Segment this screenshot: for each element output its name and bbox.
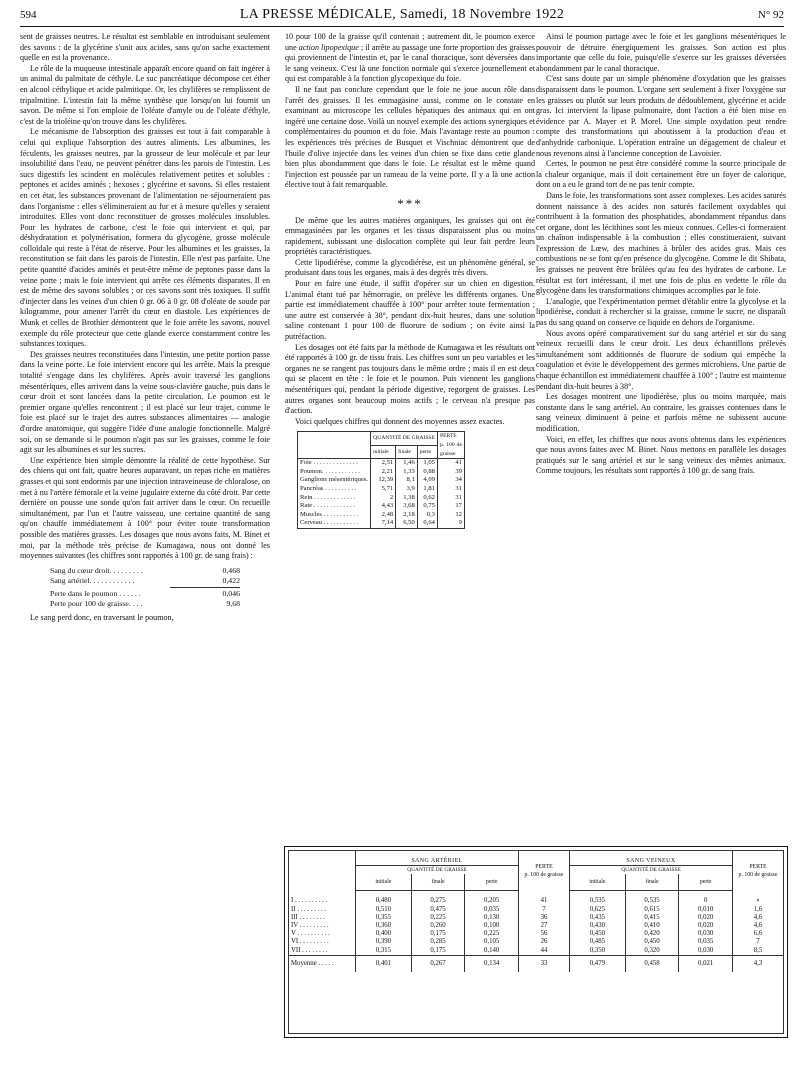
table-cell: 0,020 [679,914,733,922]
table-row [289,914,783,922]
table-cell: 0 [679,891,733,906]
table-row-mean [289,955,783,972]
table-cell: 7,14 [371,519,396,528]
table-row [289,891,783,906]
table-cell: 1,81 [417,485,437,494]
table-cell: 0,3 [417,511,437,520]
table-cell: 1,46 [396,459,418,468]
experiment-label: VII . . . . . . . . [291,946,328,954]
paragraph: C'est sans doute par un simple phénomène d'oxydation que les graisses disparaissent dans le poumon. L'organe sert seulement à fixer l'oxygène sur les graisses ou plutôt sur leurs produits de dédoublement, glycérine et acide gras. Ici intervient la lipase pulmonaire, dont l'action a été bien mise en évidence par A. Mayer et P. Morel. Une simple oxydation peut rendre compte des transformations qui aboutissent à la production d'eau et d'anhydride carbonique. L'opération entraîne un dégagement de chaleur et nous revenons ainsi à l'ancienne conception de Lavoisier. [536,74,786,158]
table-corner [298,432,371,459]
table-cell: 1,33 [396,468,418,477]
organ-name: Poumon. . . . . . . . . . . . [298,468,371,477]
table-header-venous: SANG VEINEUX [569,851,732,866]
table-cell: 44 [518,947,569,956]
table-cell: » [733,891,784,906]
figure-label: Sang artériel. . . . . . . . . . . . [50,575,135,585]
figure-label: Perte dans le poumon . . . . . . [50,588,141,598]
table-cell: 0,030 [679,930,733,938]
table-cell: 0,010 [679,906,733,914]
table-cell: 31 [437,494,464,503]
table-cell: 0,021 [679,955,733,972]
newspaper-name: LA PRESSE MÉDICALE, [239,7,397,22]
section-separator-stars: *** [397,195,423,211]
table-cell: 2 [371,494,396,503]
page-number: 594 [20,9,37,21]
table-subheader: QUANTITÉ DE GRAISSE [569,866,732,875]
table-cell: 41 [518,891,569,906]
table-cell: 34 [437,476,464,485]
paragraph: Certes, le poumon ne peut être considéré comme la source principale de la chaleur organique, mais il doit certainement être un foyer de calorique, dont on a eu le grand tort de ne pas tenir compte. [536,159,786,190]
table-cell: 0,140 [465,947,519,956]
table-cell: 0,479 [569,955,625,972]
paragraph: Une expérience bien simple démontre la réalité de cette hypothèse. Sur des chiens qui ont fait, quatre heures auparavant, un repas riche en matières grasses et qui sont endormis par une injection intraveineuse de chloralose, on met à nu l'artère fémorale et la veine jugulaire externe du côté droit. Par cette dernière on pousse une sonde qu'on fait arriver dans le cœur. On recueille simultanément, par l'un et l'autre vaisseau, une certaine quantité de sang qu'on chauffe immédiatement à 100° pour éviter toute transformation possible des matières grasses. Les dosages que nous avons faits, M. Binet et moi, par la méthode très précise de Kumagawa, nous ont donné les moyennes suivantes (les chiffres sont rapportés à 100 gr. de sang frais) : [20,455,270,561]
paragraph: Il ne faut pas conclure cependant que le foie ne joue aucun rôle dans l'arrêt des graisses. Il les emmagasine aussi, comme on le constate en examinant au microscope les cellules hépatiques des animaux qui en ont ingéré une certaine dose. Voilà un nouvel exemple des actions synergiques et complémentaires du poumon et du foie. Mais l'avantage reste au poumon : les expériences très précises de Busquet et Vischniac démontrent que de l'huile d'olive injectée dans les veines d'un chien se fixe dans cette glande bien plus abondamment que dans le foie. Le résultat est le même quand l'injection est poussée par un rameau de la veine porte. Il y a là une action élective tout à fait remarquable. [285,84,535,190]
table-cell: 31 [437,485,464,494]
table-cell: 4,43 [371,502,396,511]
paragraph: Les dosages montrent une lipodiérèse, plus ou moins marquée, mais constante dans le sang artériel. Au contraire, les graisses contenues dans le sang veineux diminuent à peine et parfois même ne subissent aucune modification. [536,392,786,433]
column-2 [285,32,535,832]
table-cell: 3,9 [396,485,418,494]
table-cell: 0,62 [417,494,437,503]
organ-name: Cerveau . . . . . . . . . . . [298,519,371,528]
table-header: initiale [356,874,412,891]
experiment-label: I . . . . . . . . . . [291,897,328,905]
table-row [298,511,465,520]
figure-value: 0,046 [222,588,240,598]
table-cell: 0,285 [411,938,465,946]
table-cell: 0,475 [411,906,465,914]
table-header: perte [417,445,437,458]
table-header: finale [396,445,418,458]
blood-fat-figures [50,566,240,609]
organ-name: Pancréas . . . . . . . . . . [298,485,371,494]
table-cell: 0,415 [625,914,679,922]
table-header: finale [625,874,679,891]
experiment-label: V . . . . . . . . . . [291,930,330,938]
table-cell: 0,435 [569,914,625,922]
table-cell: 0,401 [356,955,412,972]
paragraph: Des graisses neutres reconstituées dans l'intestin, une petite portion passe dans la veine porte. Le foie intervient encore qui les arrête. Mais la presque totalité s'engage dans les chylifères. Après avoir traversé les ganglions mésentériques, elles arrivent dans la veine sous-clavière gauche, puis dans le cœur droit et sont lancées dans la petite circulation. Le poumon est le premier organe qu'elles rencontrent ; il est placé sur leur trajet, comme le foie est placé sur le trajet des autres substances alimentaires — analogie d'ordre anatomique, qui suggère l'idée d'une analogie fonctionnelle. Malgré soi, on se demande si le poumon n'agit pas sur les graisses, comme le foie agit sur les albumines et sur les sucres. [20,349,270,455]
paragraph: Le mécanisme de l'absorption des graisses est tout à fait comparable à celui qui explique l'absorption des autres aliments. Les albumines, les féculents, les graisses neutres, par la grosseur de leur molécule et par leur insolubilité dans l'eau, ne peuvent pénétrer dans les parois de l'intestin. Les sucs digestifs les scindent en molécules relativement petites et solubles : peptones et acides aminés ; hexoses ; glycérine et savons. Si elles restaient en cet état, les substances provenant de l'alimentation ne séjourneraient pas dans l'organisme : elles s'élimineraient au fur et à mesure qu'elles y seraient introduites. Elles vont donc reconstituer de grosses molécules insolubles. Pour les hydrates de carbone, c'est le foie qui intervient et qui, par déshydratation et polymérisation, formera du glycogène, grosse molécule colloïdale qui reste à l'état de réserve. Pour les albumines et les graisses, la reconstitution se fait dans les parois de l'intestin. Elle n'est pas parfaite. Une petite quantité d'acides aminés et peut-être même de peptones passe dans la veine porte ; mais le foie intervient qui arrête ces éléments disparates. Il en est de même des savons solubles ; or ces savons sont très toxiques. Il suffit d'injecter dans les veines d'un chien 0 gr. 06 à 0 gr. 08 d'oléate de soude par kilogramme, pour amener l'arrêt du cœur en diastole. Les expériences de Munk et celles de Brothier démontrent que le foie arrête les savons, nouvel exemple du rôle protecteur que cette glande exerce constamment contre les substances toxiques. [20,127,270,349]
table-row [298,502,465,511]
table-header: perte [465,874,519,891]
table-cell: 7 [518,906,569,914]
experiment-label: III . . . . . . . . [291,913,325,921]
table-cell: 6,6 [733,930,784,938]
table-cell: 0,275 [411,891,465,906]
table-header: initiale [371,445,396,458]
table-cell: 0,320 [625,947,679,956]
figure-row [50,576,240,586]
table-cell: 0,355 [356,914,412,922]
organ-name: Ganglions mésentériques. [298,476,371,485]
page-title [80,7,724,23]
figure-label: Sang du cœur droit. . . . . . . . . [50,565,143,575]
figure-row [50,566,240,576]
table-row [289,922,783,930]
paragraph: Nous avons opéré comparativement sur du sang artériel et sur du sang veineux recueilli dans le cœur droit. Les deux échantillons prélevés simultanément sont additionnés de fluorure de sodium qui empêche la coagulation et évite le développement des germes microbiens. Une partie de chaque échantillon est immédiatement chauffée à 100° ; l'autre est maintenue pendant dix-huit heures à 38°. [536,328,786,391]
table-row [298,494,465,503]
table-cell: 0,260 [411,922,465,930]
table-row [298,459,465,468]
table-cell: 0,105 [465,938,519,946]
table-cell: 0,480 [356,891,412,906]
table-header [733,851,784,891]
table-cell: 0,134 [465,955,519,972]
table-cell: 8,5 [733,947,784,956]
table-cell: 0,035 [465,906,519,914]
experiment-label: II . . . . . . . . . [291,905,327,913]
emphasis: action lipopexique [298,42,359,52]
table-cell: 0,410 [625,922,679,930]
header-text: PERTE [749,863,767,870]
organ-name: Rate . . . . . . . . . . . . . [298,502,371,511]
table-cell: 9 [437,519,464,528]
table-cell: 33 [518,955,569,972]
table-cell: 2,51 [371,459,396,468]
table-inner-frame [288,850,784,1034]
paragraph: Les dosages ont été faits par la méthode de Kumagawa et les résultats ont été rapportés à 100 gr. de tissu frais. Les chiffres sont un peu variables et les organes ne se rangent pas toujours dans le même ordre ; mais il en est deux qui se placent en tête : le foie et le poumon. Puis viennent les ganglions mésentériques qui, pendant la période digestive, regorgent de graisses. Les autres organes sont beaucoup moins actifs ; le cerveau n'a presque pas d'action. [285,342,535,416]
table-row [289,930,783,938]
table-cell: 0,75 [417,502,437,511]
table-row [298,485,465,494]
table-cell: 0,458 [625,955,679,972]
table-row [289,906,783,914]
table-cell: 0,485 [569,938,625,946]
divider [170,587,240,588]
paragraph [285,32,535,85]
table-cell: 0,64 [417,519,437,528]
text-run: 10 pour 100 de la graisse qu'il contenait ; autrement dit, le poumon exerce une [285,32,535,52]
table-cell: 0,225 [411,914,465,922]
table-cell: 0,400 [356,930,412,938]
paragraph: L'analogie, que l'expérimentation permet d'établir entre la glycolyse et la lipodiérèse, conduit à rechercher si la graisse, comme le sucre, ne disparaît pas du sang quand on conserve ce liquide en dehors de l'organisme. [536,296,786,328]
table-cell: 1,38 [396,494,418,503]
table-body [289,891,783,972]
paragraph: Le rôle de la muqueuse intestinale apparaît encore quand on fait ingérer à un animal du palmitate de céthyle. Le suc pancréatique décompose cet éther en alcool céthylique et acide palmitique. Or, les chylifères se remplissent de tripalmitine. L'intestin fait la même synthèse que lorsqu'on lui fournit un savon. De même si l'on emploie de l'oléate d'amyle ou de l'oléate d'éthyle, c'est de la trioléine qu'on trouve dans les chylifères. [20,63,270,126]
paragraph: sent de graisses neutres. Le résultat est semblable en introduisant seulement des savons : de la glycérine s'unit aux acides, sans qu'on sache exactement quelle en est la provenance. [20,32,270,63]
table-cell: 0,510 [356,906,412,914]
table-cell: 0,175 [411,930,465,938]
table-cell: 39 [437,468,464,477]
issue-date: Samedi, 18 Novembre 1922 [399,7,565,22]
table-cell: 0,315 [356,947,412,956]
table-row [298,519,465,528]
table-cell: 0,430 [569,922,625,930]
table-cell: 0,020 [679,922,733,930]
table-cell: 0,100 [465,922,519,930]
table-cell: 5,71 [371,485,396,494]
table-cell: 1,05 [417,459,437,468]
column-3 [536,32,786,832]
table-cell: 0,390 [356,938,412,946]
paragraph: Voici quelques chiffres qui donnent des moyennes assez exactes. [295,416,505,426]
table-cell: 4,6 [733,922,784,930]
table-cell: 17 [437,502,464,511]
paragraph: Ainsi le poumon partage avec le foie et les ganglions mésentériques le pouvoir de détruire énergiquement les graisses. Son action est plus importante que celle du foie, puisqu'elle s'exerce sur les graisses déversées abondamment par le canal thoracique. [536,32,786,73]
table-cell: 0,130 [465,914,519,922]
table-header: PERTE p. 100 de graisse [437,432,464,459]
table-header: perte [679,874,733,891]
table-row [289,947,783,956]
table-subheader: QUANTITÉ DE GRAISSE [356,866,519,875]
figure-value: 0,422 [222,575,240,585]
table-header-arterial: SANG ARTÉRIEL [356,851,519,866]
experiment-label: VI . . . . . . . . . [291,938,329,946]
organ-name: Muscles . . . . . . . . . . . [298,511,371,520]
table-cell: 26 [518,938,569,946]
blood-lipodieresis-table [289,851,783,972]
organ-fat-table [297,431,465,529]
header-text: p. 100 de graisse [524,871,564,878]
table-body [298,459,465,529]
table-cell: 0,450 [569,930,625,938]
figure-row [50,599,240,609]
figure-value: 0,468 [222,565,240,575]
table-cell: 4,6 [733,914,784,922]
column-1 [20,32,270,1078]
table-cell: 27 [518,922,569,930]
table-corner [289,851,356,891]
table-cell: 41 [437,459,464,468]
table-cell: 0,350 [569,947,625,956]
table-row [289,938,783,946]
table-cell: 6,50 [396,519,418,528]
table-cell: 0,535 [569,891,625,906]
table-cell: 3,68 [396,502,418,511]
figure-value: 9,68 [226,598,240,608]
table-cell: 0,175 [411,947,465,956]
table-cell: 2,18 [396,511,418,520]
table-header: finale [411,874,465,891]
paragraph: Cette lipodiérèse, comme la glycodiérèse, est un phénomène général, se produisant dans tous les organes, mais à des degrés très divers. [285,257,535,278]
paragraph: Dans le foie, les transformations sont assez complexes. Les acides saturés donnent naissance à des acides non saturés facilement oxydables qui contribuent à la formation des phosphatides, abondamment répandus dans cet organe, dont les lécithines sont les mieux connues. Celles-ci formeraient un chaînon indispensable à la combustion ; elles constitueraient, suivant l'expression de Lœw, des machines à brûler des acides gras. Mais ces combustions ne se font qu'en présence du glycogène. Comme le dit Shibata, les graisses ne peuvent être brûlées qu'au feu des hydrates de carbone. Le résultat est fort intéressant, il met une fois de plus en vedette le rôle du glycogène dans les transformations chimiques accomplies par le foie. [536,190,786,296]
table-cell: 12 [437,511,464,520]
table-row [298,468,465,477]
text-run: ; il arrête au passage une forte proportion des graisses qui proviennent de l'intestin et, par le canal thoracique, sont déversées dans le sang veineux. C'est là une fonction normale qui s'exerce journellement et qui est comparable à la fonction glycopexique du foie. [285,42,535,84]
table-cell: 0,035 [679,938,733,946]
page-header [20,4,784,27]
table-cell: 0,535 [625,891,679,906]
issue-number: N° 92 [757,9,784,21]
figure-label: Perte pour 100 de graisse. . . . [50,598,143,608]
paragraph: De même que les autres matières organiques, les graisses qui ont été emmagasinées par les organes et les tissus disparaissent plus ou moins rapidement, subissant une dislocation complète qui leur fait perdre leurs propriétés caractéristiques. [285,215,535,257]
table-cell: 12,39 [371,476,396,485]
table-cell: 0,420 [625,930,679,938]
organ-name: Foie . . . . . . . . . . . . . . [298,459,371,468]
table-cell: 4,09 [417,476,437,485]
table-cell: 0,450 [625,938,679,946]
header-text: p. 100 de graisse [738,871,778,878]
figure-row [50,589,240,599]
table-cell: 36 [518,914,569,922]
table-cell: 0,225 [465,930,519,938]
paragraph: Le sang perd donc, en traversant le poumon, [30,612,174,622]
organ-name: Rein . . . . . . . . . . . . . [298,494,371,503]
table-cell: 1,6 [733,906,784,914]
table-cell: 7 [733,938,784,946]
mean-label: Moyenne . . . . . [289,955,356,972]
table-cell: 0,615 [625,906,679,914]
table-header: QUANTITÉ DE GRAISSE [371,432,438,445]
table-cell: 4,3 [733,955,784,972]
table-cell: 8,1 [396,476,418,485]
table-row [298,476,465,485]
table-cell: 0,030 [679,947,733,956]
table-header [518,851,569,891]
paragraph: Voici, en effet, les chiffres que nous avons obtenus dans les expériences que nous avons faites avec M. Binet. Nous mettons en parallèle les dosages pratiqués sur le sang artériel et sur le sang veineux des mêmes animaux. Comme toujours, les résultats sont rapportés à 100 gr. de sang frais. [536,434,786,476]
table-header: initiale [569,874,625,891]
table-cell: 0,267 [411,955,465,972]
table-cell: 0,625 [569,906,625,914]
table-cell: 0,360 [356,922,412,930]
paragraph: Pour en faire une étude, il suffit d'opérer sur un chien en digestion. L'animal étant tué par hémorragie, on prélève les différents organes. Une partie est immédiatement chauffée à 100° pour arrêter toute fermentation ; une autre est conservée à 38°, pendant dix-huit heures, dans une solution saline contenant 1 pour 100 de fluorure de sodium ; on évite ainsi la putréfaction. [285,279,535,342]
blood-lipodieresis-table-frame [284,846,788,1038]
table-cell: 2,21 [371,468,396,477]
table-cell: 56 [518,930,569,938]
experiment-label: IV . . . . . . . . . [291,922,329,930]
table-cell: 0,205 [465,891,519,906]
header-text: PERTE [535,863,553,870]
table-cell: 0,88 [417,468,437,477]
table-cell: 2,48 [371,511,396,520]
